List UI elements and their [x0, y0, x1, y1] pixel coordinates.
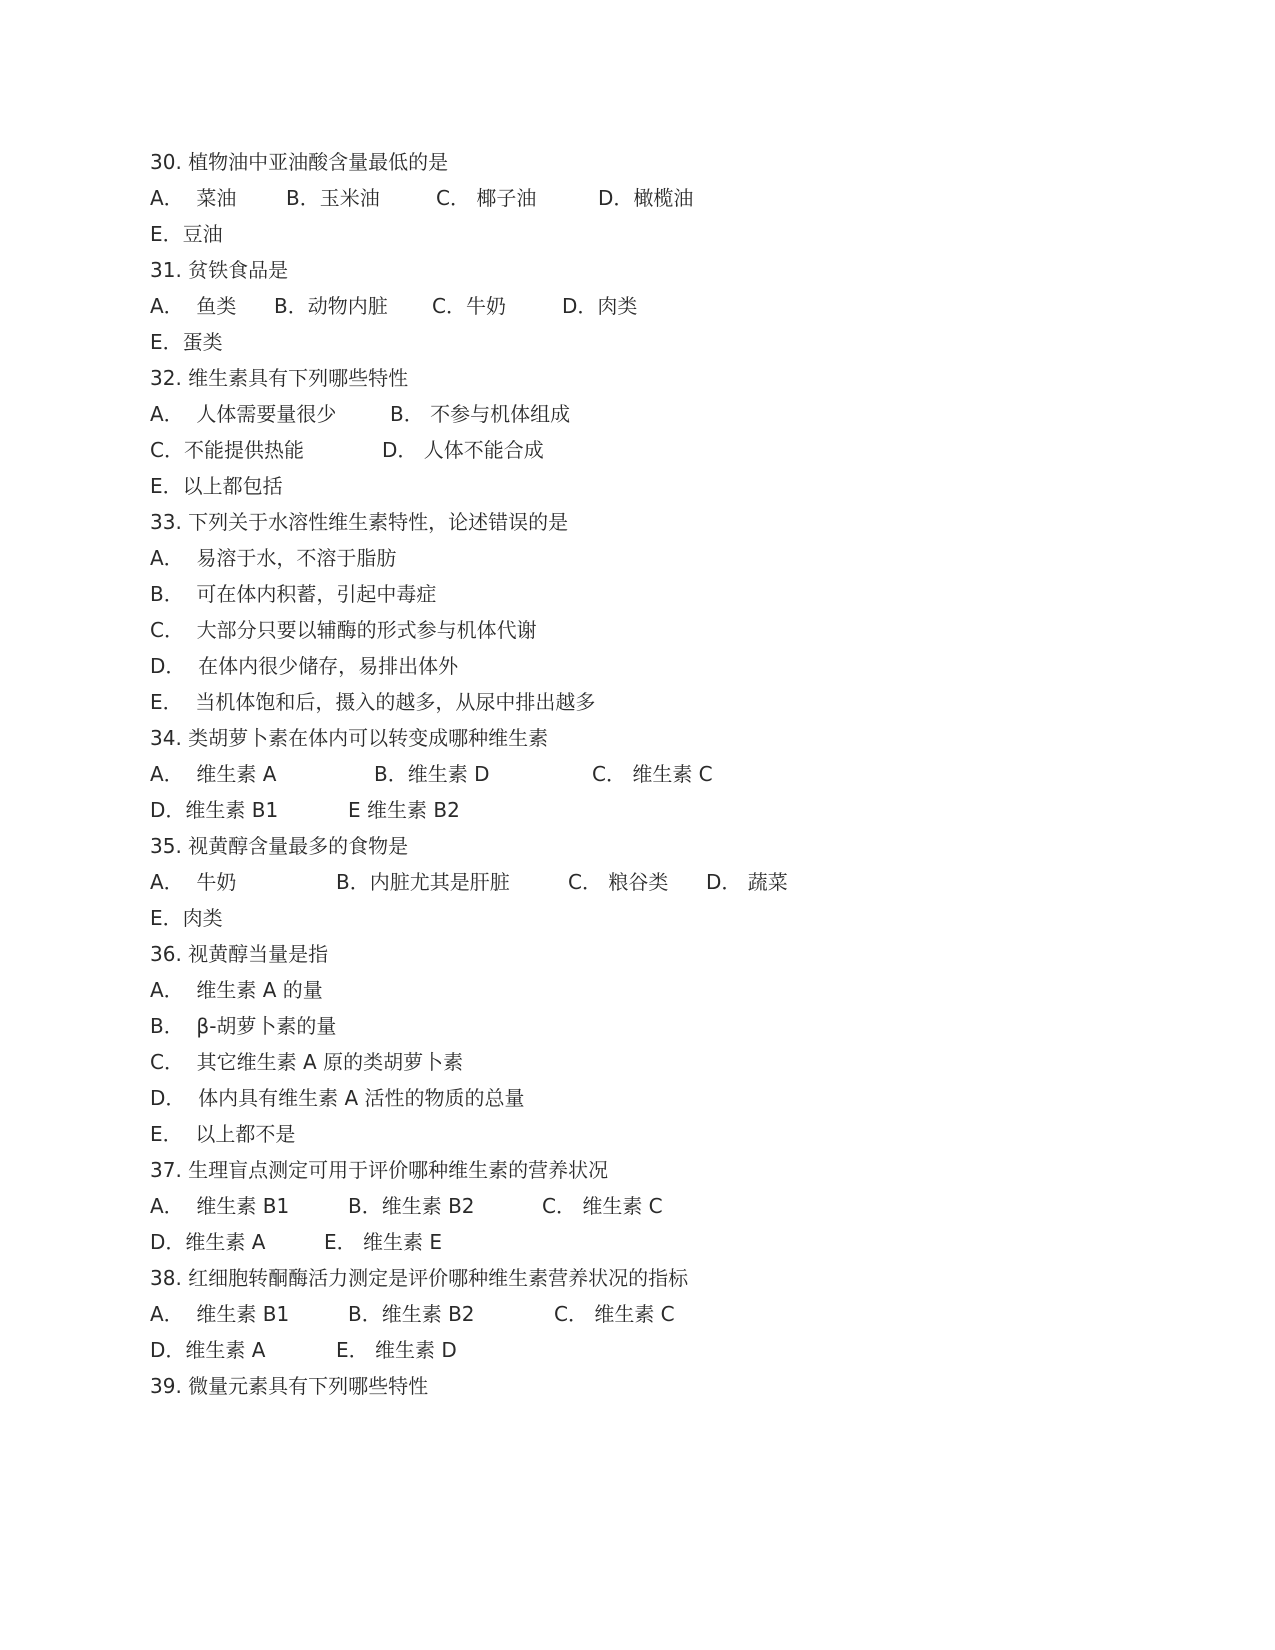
option: A． 鱼类 — [150, 294, 237, 318]
option: B． 可在体内积蓄，引起中毒症 — [150, 582, 437, 606]
option: C． 其它维生素 A 原的类胡萝卜素 — [150, 1050, 464, 1074]
option: D．橄榄油 — [598, 186, 694, 210]
option: C． 粮谷类 — [568, 870, 669, 894]
options-row — [150, 903, 223, 933]
question-stem: 33. 下列关于水溶性维生素特性，论述错误的是 — [150, 510, 569, 534]
option: E． 当机体饱和后，摄入的越多，从尿中排出越多 — [150, 690, 596, 714]
option: D．维生素 A — [150, 1230, 266, 1254]
option: A． 菜油 — [150, 186, 237, 210]
option: A． 维生素 B1 — [150, 1194, 290, 1218]
options-row — [150, 543, 397, 573]
options-row — [150, 1083, 525, 1113]
option: D． 体内具有维生素 A 活性的物质的总量 — [150, 1086, 525, 1110]
option: E．肉类 — [150, 906, 223, 930]
options-row — [150, 579, 437, 609]
question-stem: 32. 维生素具有下列哪些特性 — [150, 366, 409, 390]
question-stem: 34. 类胡萝卜素在体内可以转变成哪种维生素 — [150, 726, 549, 750]
options-row — [150, 399, 571, 429]
option: E．蛋类 — [150, 330, 223, 354]
option: B．维生素 B2 — [348, 1194, 475, 1218]
question-stem: 38. 红细胞转酮酶活力测定是评价哪种维生素营养状况的指标 — [150, 1266, 689, 1290]
option: B． β-胡萝卜素的量 — [150, 1014, 337, 1038]
question-stem: 39. 微量元素具有下列哪些特性 — [150, 1374, 429, 1398]
options-row — [150, 471, 283, 501]
options-row — [150, 1299, 675, 1329]
options-row — [150, 867, 788, 897]
options-row — [150, 1011, 337, 1041]
question-stem: 37. 生理盲点测定可用于评价哪种维生素的营养状况 — [150, 1158, 609, 1182]
option: C．不能提供热能 — [150, 438, 304, 462]
option: D． 在体内很少储存，易排出体外 — [150, 654, 459, 678]
option: D． 蔬菜 — [706, 870, 788, 894]
options-row — [150, 759, 713, 789]
option: E． 以上都不是 — [150, 1122, 296, 1146]
option: A． 维生素 A 的量 — [150, 978, 323, 1002]
options-row — [150, 435, 544, 465]
option: B． 不参与机体组成 — [390, 402, 571, 426]
option: B．动物内脏 — [274, 294, 388, 318]
option: E 维生素 B2 — [348, 798, 460, 822]
options-row — [150, 1227, 442, 1257]
option: B．维生素 D — [374, 762, 490, 786]
option: D．维生素 B1 — [150, 798, 279, 822]
option: D．维生素 A — [150, 1338, 266, 1362]
option: A． 易溶于水，不溶于脂肪 — [150, 546, 397, 570]
options-row — [150, 183, 694, 213]
options-row — [150, 1047, 464, 1077]
option: E．豆油 — [150, 222, 223, 246]
options-row — [150, 327, 223, 357]
question-stem: 30. 植物油中亚油酸含量最低的是 — [150, 150, 449, 174]
option: C． 椰子油 — [436, 186, 537, 210]
option: B．维生素 B2 — [348, 1302, 475, 1326]
options-row — [150, 291, 638, 321]
option: C． 维生素 C — [592, 762, 713, 786]
options-row — [150, 795, 460, 825]
question-stem: 35. 视黄醇含量最多的食物是 — [150, 834, 409, 858]
option: A． 人体需要量很少 — [150, 402, 337, 426]
option: E．以上都包括 — [150, 474, 283, 498]
option: A． 维生素 A — [150, 762, 277, 786]
option: C． 维生素 C — [542, 1194, 663, 1218]
option: E． 维生素 D — [336, 1338, 457, 1362]
options-row — [150, 219, 223, 249]
options-row — [150, 1119, 296, 1149]
options-row — [150, 687, 596, 717]
option: A． 维生素 B1 — [150, 1302, 290, 1326]
option: B．内脏尤其是肝脏 — [336, 870, 510, 894]
option: D．肉类 — [562, 294, 638, 318]
option: C． 大部分只要以辅酶的形式参与机体代谢 — [150, 618, 537, 642]
option: C．牛奶 — [432, 294, 506, 318]
question-stem: 36. 视黄醇当量是指 — [150, 942, 329, 966]
options-row — [150, 975, 323, 1005]
option: E． 维生素 E — [324, 1230, 442, 1254]
option: C． 维生素 C — [554, 1302, 675, 1326]
option: D． 人体不能合成 — [382, 438, 544, 462]
option: A． 牛奶 — [150, 870, 237, 894]
question-stem: 31. 贫铁食品是 — [150, 258, 289, 282]
options-row — [150, 1335, 457, 1365]
options-row — [150, 615, 537, 645]
options-row — [150, 651, 459, 681]
options-row — [150, 1191, 663, 1221]
option: B．玉米油 — [286, 186, 380, 210]
